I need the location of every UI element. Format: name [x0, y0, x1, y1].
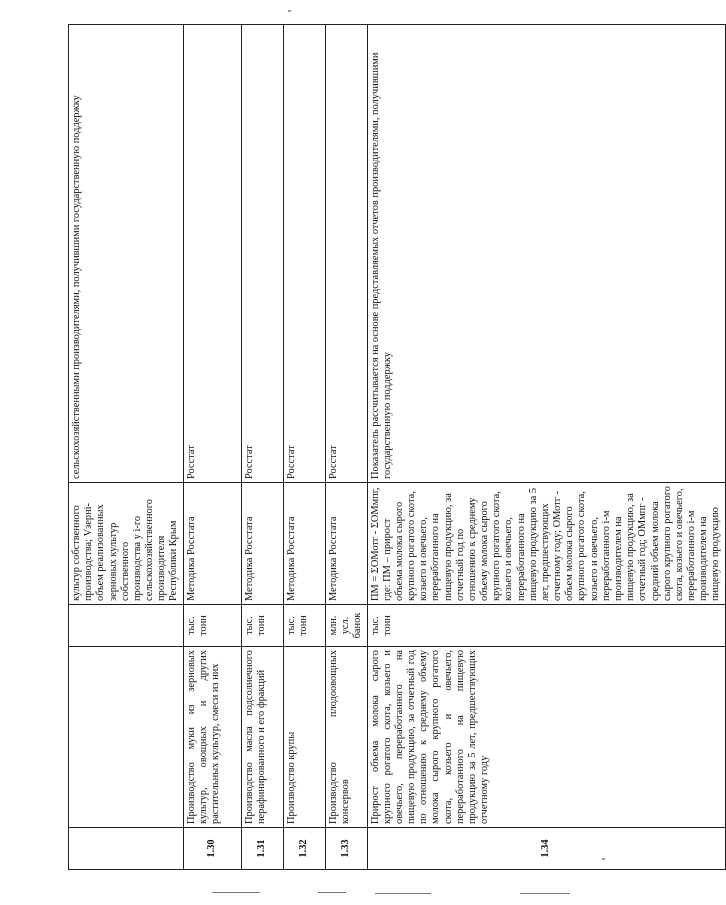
row-number: 1.30 [183, 828, 241, 870]
indicator-name: Производство крупы [283, 647, 325, 828]
table-row [69, 25, 184, 870]
source-cell: Показатель рассчитывается на основе представляемых отчетов производителями, получившими государственную поддержку [367, 25, 725, 483]
scan-artifact [520, 893, 570, 894]
unit-cell: тыс. тонн [241, 605, 283, 647]
indicator-name: Производство плодоовощных консервов [325, 647, 367, 828]
row-number: 1.32 [283, 828, 325, 870]
indicator-name: Прирост объема молока сырого крупного рогатого скота, козьего и овечьего, переработанного на пищевую продукцию, за отчетный год по отношению к среднему объему молока сырого крупного рогатого скота, козьего и овечьего, переработанного на пищевую продукцию за 5 лет, предшествующих отчетному году [367, 647, 725, 828]
method-cell: Методика Росстата [283, 483, 325, 605]
row-number: 1.31 [241, 828, 283, 870]
scan-artifact [375, 893, 431, 894]
row-number: 1.33 [325, 828, 367, 870]
method-cell: ПМ = ΣОМотг - ΣОМмпг, где: ПМ – прирост объема молока сырого крупного рогатого скота, козьего и овечьего, переработанного на пищевую продукцию, за отчетный год по отношению к среднему объему молока сырого крупного рогатого скота, козьего и овечьего, переработанного на пищевую продукцию за 5 лет, предшествующих отчетному году; ОМотг - объем молока сырого крупного рогатого скота, козьего и овечьего, переработанного i-м производителем на пищевую продукцию, за отчетный год; ОМмпг - средний объем молока сырого крупного рогатого скота, козьего и овечьего, переработанного i-м производителем на пищевую продукцию [367, 483, 725, 605]
method-cell: культур собственного производства; Vзерні- объем реализованных зерновых культур собственного производства у i-го сельскохозяйственного производителя Республики Крым [69, 483, 184, 605]
unit-cell: тыс. тонн [183, 605, 241, 647]
unit-cell: млн. усл. банок [325, 605, 367, 647]
indicator-name [69, 647, 184, 828]
unit-cell: тыс. тонн [367, 605, 725, 647]
unit-cell: тыс. тонн [283, 605, 325, 647]
source-cell: сельскохозяйственными производителями, получившими государственную поддержку [69, 25, 184, 483]
method-cell: Методика Росстата [325, 483, 367, 605]
source-cell: Росстат [241, 25, 283, 483]
method-cell: Методика Росстата [183, 483, 241, 605]
table-row [183, 25, 241, 870]
source-cell: Росстат [183, 25, 241, 483]
scan-artifact [318, 892, 346, 893]
table-row [367, 25, 725, 870]
rotated-page [68, 25, 722, 870]
scan-artifact [288, 10, 291, 12]
source-cell: Росстат [283, 25, 325, 483]
indicator-name: Производство муки из зерновых культур, овощных и других растительных культур, смеси из них [183, 647, 241, 828]
table-row [325, 25, 367, 870]
scan-artifact [602, 858, 605, 860]
indicator-name: Производство масла подсолнечного нерафинированного и его фракций [241, 647, 283, 828]
row-number [69, 828, 184, 870]
table-row [283, 25, 325, 870]
indicators-table [68, 24, 726, 870]
table-row [241, 25, 283, 870]
method-cell: Методика Росстата [241, 483, 283, 605]
scan-artifact [212, 892, 260, 893]
unit-cell [69, 605, 184, 647]
row-number: 1.34 [367, 828, 725, 870]
source-cell: Росстат [325, 25, 367, 483]
